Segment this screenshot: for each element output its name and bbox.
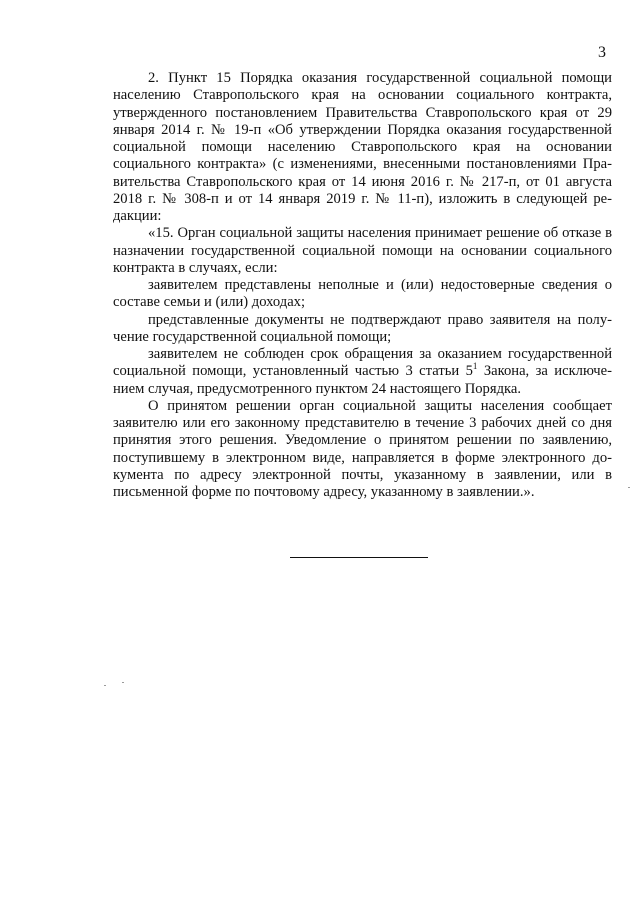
paragraph-refusal-deadline-text-end: Закона, за исключением случая, предусмотренного пунктом 24 настоящего Порядка. xyxy=(113,363,612,397)
paragraph-item-15: «15. Орган социальной защиты населения принимает решение об отказе в назначении государственной социальной помощи на основании социального контракта в случаях, если: xyxy=(113,225,612,276)
paragraph-refusal-documents: представленные документы не подтверждают право заявителя на получение государственной социальной помощи; xyxy=(113,311,612,345)
scan-speck xyxy=(628,487,630,488)
document-body xyxy=(113,70,612,501)
scan-speck xyxy=(122,682,124,683)
scan-speck xyxy=(104,685,106,686)
end-separator-line xyxy=(290,557,428,558)
paragraph-refusal-incomplete-info: заявителем представлены неполные и (или) недостоверные сведения о составе семьи и (или) доходах; xyxy=(113,277,612,311)
article-superscript: 1 xyxy=(472,361,478,372)
page-number: 3 xyxy=(598,44,606,61)
paragraph-notification: О принятом решении орган социальной защиты населения сообщает заявителю или его законному представителю в течение 3 рабочих дней со дня принятия этого решения. Уведомление о принятом решении по заявлению, поступившему в электронном виде, направляется в форме электронного документа по адресу электронной почты, указанному в заявлении, или в письменной форме по почтовому адресу, указанному в заявлении.». xyxy=(113,397,612,500)
paragraph-refusal-deadline xyxy=(113,346,612,398)
paragraph-refusal-deadline-text: заявителем не соблюден срок обращения за оказанием государственной социальной помощи, установленный частью 3 статьи 5 xyxy=(113,346,612,380)
paragraph-item-2: 2. Пункт 15 Порядка оказания государственной социальной помощи населению Ставропольского края на основании социального контракта, утвержденного постановлением Правительства Ставропольского края от 29 января 2014 г. № 19-п «Об утверждении Порядка оказания государственной социальной помощи населению Ставропольского края на основании социального контракта» (с изменениями, внесенными постановлениями Правительства Ставропольского края от 14 июня 2016 г. № 217-п, от 01 августа 2018 г. № 308-п и от 14 января 2019 г. № 11-п), изложить в следующей редакции: xyxy=(113,70,612,224)
